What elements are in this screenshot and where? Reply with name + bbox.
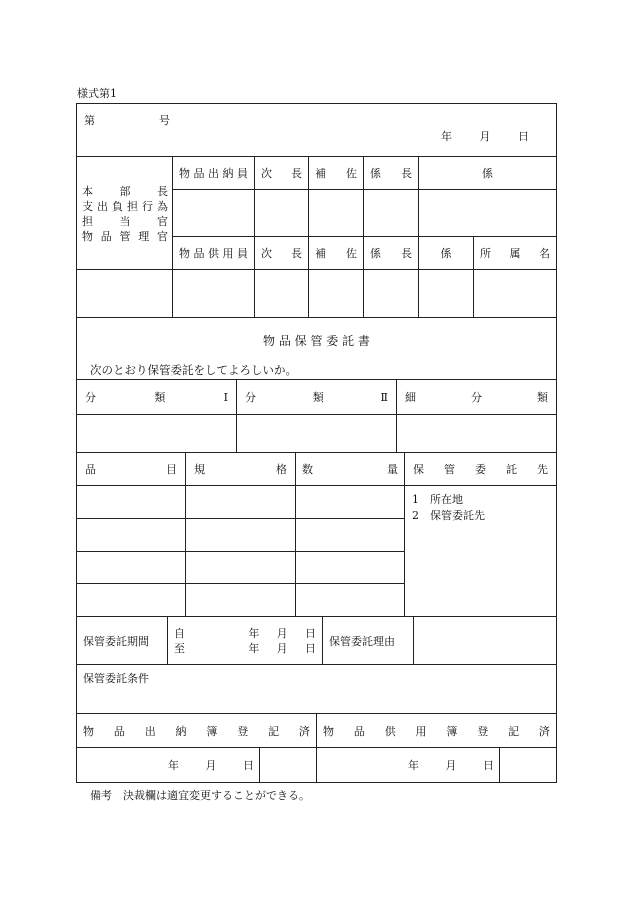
- ledger-issue-registered: 物 品 出 納 簿 登 記 済: [83, 724, 310, 738]
- header-staff: 係: [482, 167, 493, 180]
- ledger-left-date: 年 月 日: [168, 759, 254, 772]
- approver-title-block: [82, 182, 168, 246]
- conditions-label: 保管委託条件: [83, 672, 149, 685]
- header-date: 年 月 日: [441, 130, 529, 143]
- header-classification-1: 分 類 I: [85, 390, 228, 404]
- period-from: 自 年 月 日: [174, 627, 316, 640]
- entrustee-details: 1 所在地 2 保管委託先: [412, 493, 485, 522]
- header-entrustee: 保 管 委 託 先: [413, 463, 548, 476]
- header-subclassification: 細 分 類: [405, 391, 548, 404]
- document-title: 物 品 保 管 委 託 書: [263, 333, 370, 348]
- period-to: 至 年 月 日: [174, 642, 316, 655]
- header-quantity: 数 量: [302, 463, 398, 476]
- period-label: 保管委託期間: [83, 634, 149, 648]
- header-deputy-director: 次 長: [261, 167, 302, 180]
- approver-title-line-1: 本 部 長: [82, 185, 168, 198]
- header-affiliation: 所 属 名: [480, 247, 550, 260]
- header-staff-2: 係: [440, 247, 452, 260]
- header-assistant: 補 佐: [315, 167, 357, 180]
- header-deputy-director-2: 次 長: [261, 247, 302, 260]
- ledger-use-registered: 物 品 供 用 簿 登 記 済: [323, 724, 550, 738]
- header-property-user: 物 品 供 用 員: [179, 247, 248, 260]
- header-section-chief: 係 長: [370, 167, 412, 180]
- reason-label: 保管委託理由: [329, 634, 395, 648]
- approver-title-line-4: 物 品 管 理 官: [82, 230, 168, 243]
- header-item: 品 目: [85, 463, 177, 476]
- approver-title-line-3: 担 当 官: [82, 215, 168, 228]
- header-spec: 規 格: [194, 463, 287, 476]
- period-dates: [174, 626, 316, 656]
- header-section-chief-2: 係 長: [370, 247, 412, 260]
- header-assistant-2: 補 佐: [315, 247, 357, 260]
- approver-title-line-2: 支 出 負 担 行 為: [82, 200, 168, 213]
- document-number: 第 号: [84, 114, 170, 127]
- header-classification-2: 分 類 Ⅱ: [245, 390, 388, 404]
- header-property-custodian: 物 品 出 納 員: [179, 167, 248, 180]
- ledger-right-date: 年 月 日: [408, 759, 494, 772]
- form-label: 様式第1: [77, 87, 117, 100]
- intro-text: 次のとおり保管委託をしてよろしいか。: [90, 363, 297, 377]
- remarks: 備考 決裁欄は適宜変更することができる。: [90, 789, 310, 802]
